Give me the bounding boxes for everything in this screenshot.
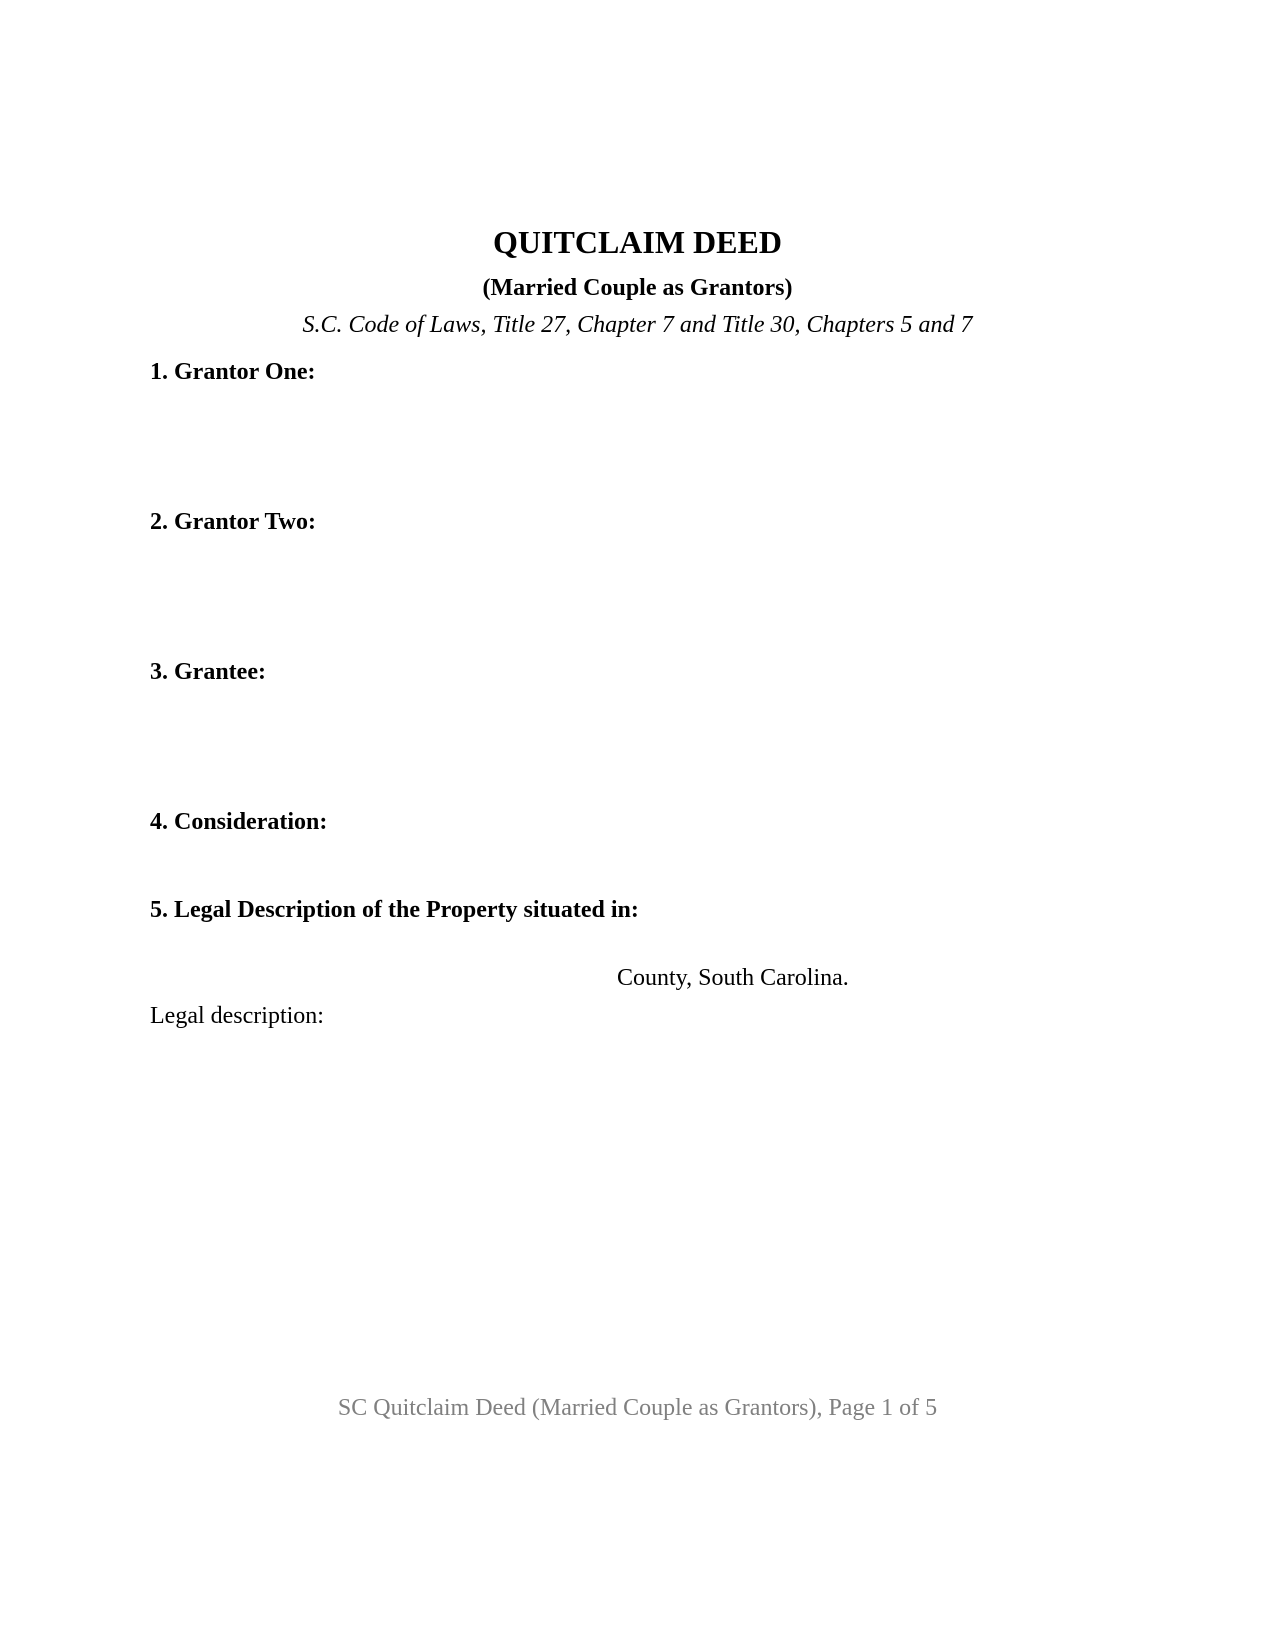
section-grantor-one-heading: 1. Grantor One:	[150, 359, 316, 385]
document-title: QUITCLAIM DEED	[493, 224, 782, 260]
section-grantor-two-heading: 2. Grantor Two:	[150, 509, 316, 535]
statute-citation: S.C. Code of Laws, Title 27, Chapter 7 and Title 30, Chapters 5 and 7	[302, 312, 973, 338]
section-consideration-heading: 4. Consideration:	[150, 809, 328, 835]
section-grantee-heading: 3. Grantee:	[150, 659, 266, 685]
legal-description-label: Legal description:	[150, 1003, 324, 1029]
section-legal-description-heading: 5. Legal Description of the Property situated in:	[150, 897, 639, 923]
county-state-line: County, South Carolina.	[617, 965, 849, 991]
document-subtitle: (Married Couple as Grantors)	[482, 275, 793, 301]
page-footer: SC Quitclaim Deed (Married Couple as Grantors), Page 1 of 5	[337, 1395, 938, 1421]
